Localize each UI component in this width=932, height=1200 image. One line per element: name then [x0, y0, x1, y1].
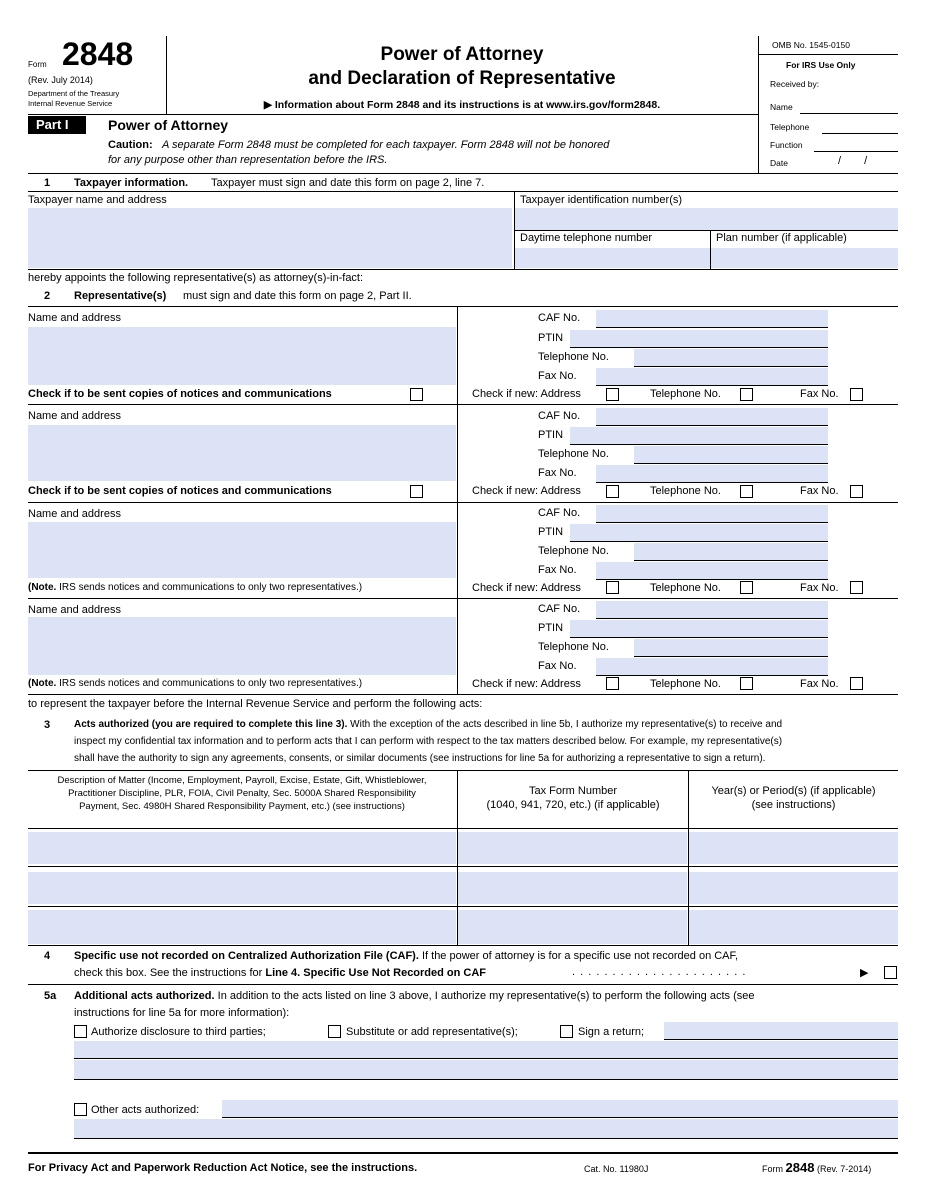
- rep-phone-field[interactable]: [634, 639, 828, 657]
- rep-caf-label: CAF No.: [538, 507, 581, 519]
- rep-fax-field[interactable]: [596, 562, 828, 580]
- rep-caf-label: CAF No.: [538, 603, 581, 615]
- col-taxform-line-2: (1040, 941, 720, etc.) (if applicable): [486, 799, 660, 811]
- rep-ptin-field[interactable]: [570, 427, 828, 445]
- substitute-representative-label: Substitute or add representative(s);: [346, 1026, 518, 1038]
- footer-form-number: 2848: [785, 1160, 815, 1175]
- rep-ptin-label: PTIN: [538, 622, 564, 634]
- rep-new-address-checkbox[interactable]: [606, 677, 619, 690]
- rep-new-phone-checkbox[interactable]: [740, 581, 753, 594]
- col-description-line-2: Practitioner Discipline, PLR, FOIA, Civil Penalty, Sec. 5000A Shared Responsibility: [68, 788, 416, 799]
- footer-revision: (Rev. 7-2014): [816, 1164, 872, 1174]
- irs-date-label: Date: [770, 158, 788, 168]
- rep-new-fax-checkbox[interactable]: [850, 581, 863, 594]
- disclosure-third-parties-label: Authorize disclosure to third parties;: [91, 1026, 266, 1038]
- daytime-phone-label: Daytime telephone number: [520, 232, 653, 244]
- line4-heading: Specific use not recorded on Centralized Authorization File (CAF).: [74, 950, 419, 962]
- period-row-1[interactable]: [689, 832, 898, 864]
- other-acts-field[interactable]: [222, 1100, 898, 1118]
- department: Department of the Treasury: [28, 89, 120, 98]
- rep-name-address-field[interactable]: [28, 522, 456, 578]
- rep-check-new-phone: Telephone No.: [650, 388, 721, 400]
- caution-text-2: for any purpose other than representation before the IRS.: [108, 154, 388, 166]
- privacy-notice: For Privacy Act and Paperwork Reduction Act Notice, see the instructions.: [28, 1162, 418, 1174]
- other-acts-line-2[interactable]: [74, 1119, 898, 1139]
- rep-check-new-fax: Fax No.: [800, 582, 839, 594]
- caution-text: A separate Form 2848 must be completed for each taxpayer. Form 2848 will not be honored: [162, 139, 610, 151]
- form-title-line1: Power of Attorney: [380, 44, 544, 65]
- plan-number-label: Plan number (if applicable): [716, 232, 847, 244]
- rep-copies-checkbox[interactable]: [410, 388, 423, 401]
- irs-function-label: Function: [770, 140, 803, 150]
- form-number: 2848: [62, 36, 134, 72]
- disclosure-third-parties-checkbox[interactable]: [74, 1025, 87, 1038]
- col-description-line-3: Payment, Sec. 4980H Shared Responsibility Payment, etc.) (see instructions): [79, 801, 405, 812]
- catalog-number: Cat. No. 11980J: [584, 1164, 649, 1174]
- rep-ptin-label: PTIN: [538, 429, 564, 441]
- rep-name-label: Name and address: [28, 508, 121, 520]
- part-badge: Part I: [28, 116, 86, 134]
- rep-fax-field[interactable]: [596, 368, 828, 386]
- rep-new-phone-checkbox[interactable]: [740, 677, 753, 690]
- irs-date-slashes: / /: [838, 155, 868, 167]
- col-period-header: [689, 784, 898, 812]
- substitute-representative-checkbox[interactable]: [328, 1025, 341, 1038]
- rep-check-new-fax: Fax No.: [800, 388, 839, 400]
- rep-new-fax-checkbox[interactable]: [850, 388, 863, 401]
- rep-check-new-phone: Telephone No.: [650, 582, 721, 594]
- daytime-phone-field[interactable]: [515, 248, 710, 268]
- represent-text: to represent the taxpayer before the Internal Revenue Service and perform the following acts:: [28, 698, 483, 710]
- rep-fax-field[interactable]: [596, 465, 828, 483]
- line4-instr-bold: Line 4. Specific Use Not Recorded on CAF: [265, 967, 487, 979]
- footer-form-word: Form: [762, 1164, 783, 1174]
- omb-number: OMB No. 1545-0150: [772, 40, 850, 50]
- other-acts-label: Other acts authorized:: [91, 1104, 200, 1116]
- col-period-line-2: (see instructions): [751, 799, 836, 811]
- taxpayer-name-address-label: Taxpayer name and address: [28, 194, 167, 206]
- rep-fax-label: Fax No.: [538, 564, 577, 576]
- line4-instr: check this box. See the instructions for: [74, 967, 266, 979]
- rep-copies-label: Check if to be sent copies of notices and communications: [28, 485, 332, 497]
- caution-label: Caution:: [108, 139, 153, 151]
- line2-text: must sign and date this form on page 2, Part II.: [183, 290, 412, 302]
- period-row-2[interactable]: [689, 872, 898, 904]
- taxpayer-name-address-field[interactable]: [28, 208, 512, 268]
- line3-text-2: inspect my confidential tax information and to perform acts that I can perform with respect to the tax matters described below. For example, my representative(s): [74, 736, 783, 747]
- rep-note-label: (Note.: [28, 678, 57, 689]
- line5a-number: 5a: [44, 990, 57, 1002]
- tax-form-row-2[interactable]: [458, 872, 687, 904]
- rep-phone-label: Telephone No.: [538, 545, 609, 557]
- footer-form-id: [762, 1160, 871, 1175]
- col-description-line-1: Description of Matter (Income, Employment, Payroll, Excise, Estate, Gift, Whistleblower,: [57, 775, 427, 786]
- part-title: Power of Attorney: [108, 117, 229, 133]
- rep-phone-field[interactable]: [634, 349, 828, 367]
- rep-check-new-address: Check if new: Address: [472, 582, 581, 594]
- rep-phone-label: Telephone No.: [538, 351, 609, 363]
- line3-heading: Acts authorized (you are required to complete this line 3).: [74, 719, 348, 730]
- rep-check-new-address: Check if new: Address: [472, 678, 581, 690]
- tax-form-row-1[interactable]: [458, 832, 687, 864]
- rep-name-label: Name and address: [28, 604, 121, 616]
- rep-new-address-checkbox[interactable]: [606, 485, 619, 498]
- rep-note: [28, 678, 362, 689]
- rep-check-new-address: Check if new: Address: [472, 388, 581, 400]
- taxpayer-tin-field[interactable]: [515, 208, 898, 230]
- line5a-text-2: instructions for line 5a for more information):: [74, 1007, 290, 1019]
- appoints-text: hereby appoints the following representative(s) as attorney(s)-in-fact:: [28, 272, 364, 284]
- rep-check-new-address: Check if new: Address: [472, 485, 581, 497]
- rep-name-label: Name and address: [28, 312, 121, 324]
- other-acts-checkbox[interactable]: [74, 1103, 87, 1116]
- rep-fax-field[interactable]: [596, 658, 828, 676]
- plan-number-field[interactable]: [711, 248, 898, 268]
- col-taxform-header: [458, 784, 688, 812]
- rep-phone-field[interactable]: [634, 446, 828, 464]
- col-period-line-1: Year(s) or Period(s) (if applicable): [711, 785, 876, 797]
- rep-note: [28, 582, 362, 593]
- rep-name-address-field[interactable]: [28, 425, 456, 481]
- sign-return-label: Sign a return;: [578, 1026, 645, 1038]
- rep-caf-field[interactable]: [596, 505, 828, 523]
- line4-leader-dots: . . . . . . . . . . . . . . . . . . . . . .: [572, 966, 747, 978]
- rep-name-address-field[interactable]: [28, 617, 456, 675]
- rep-note-label: (Note.: [28, 582, 57, 593]
- rep-fax-label: Fax No.: [538, 370, 577, 382]
- form-label: Form: [28, 60, 47, 69]
- line1-heading: Taxpayer information.: [74, 177, 189, 189]
- rep-note-text: IRS sends notices and communications to only two representatives.): [59, 582, 363, 593]
- col-taxform-line-1: Tax Form Number: [528, 785, 618, 797]
- rep-caf-label: CAF No.: [538, 312, 581, 324]
- line3-intro: With the exception of the acts described in line 5b, I authorize my representative(s) to receive and: [350, 719, 783, 730]
- form-revision: (Rev. July 2014): [28, 75, 93, 85]
- rep-ptin-field[interactable]: [570, 524, 828, 542]
- form-title-line2: and Declaration of Representative: [308, 68, 616, 89]
- rep-check-new-fax: Fax No.: [800, 485, 839, 497]
- rep-name-label: Name and address: [28, 410, 121, 422]
- line4-intro: If the power of attorney is for a specific use not recorded on CAF,: [421, 950, 739, 962]
- rep-caf-field[interactable]: [596, 408, 828, 426]
- irs-use-only: For IRS Use Only: [786, 60, 856, 70]
- line3-text-3: shall have the authority to sign any agreements, consents, or similar documents (see instructions for line 5a for authorizing a representative to sign a return).: [74, 753, 766, 764]
- rep-fax-label: Fax No.: [538, 660, 577, 672]
- irs-name-label: Name: [770, 102, 793, 112]
- rep-phone-field[interactable]: [634, 543, 828, 561]
- line4-arrow: ▶: [860, 967, 869, 979]
- agency: Internal Revenue Service: [28, 99, 113, 108]
- additional-acts-line-2[interactable]: [74, 1060, 898, 1080]
- rep-new-phone-checkbox[interactable]: [740, 388, 753, 401]
- sign-return-checkbox[interactable]: [560, 1025, 573, 1038]
- tax-form-row-3[interactable]: [458, 910, 687, 944]
- line5a-intro: In addition to the acts listed on line 3 above, I authorize my representative(s) to perform the following acts (see: [217, 990, 755, 1002]
- rep-copies-label: Check if to be sent copies of notices and communications: [28, 388, 332, 400]
- info-link[interactable]: ▶ Information about Form 2848 and its instructions is at www.irs.gov/form2848.: [263, 99, 661, 111]
- rep-new-address-checkbox[interactable]: [606, 581, 619, 594]
- additional-acts-line-1[interactable]: [74, 1041, 898, 1059]
- rep-ptin-label: PTIN: [538, 332, 564, 344]
- line4-text-2: [74, 967, 486, 979]
- irs-telephone-label: Telephone: [770, 122, 810, 132]
- taxpayer-tin-label: Taxpayer identification number(s): [520, 194, 683, 206]
- rep-caf-field[interactable]: [596, 601, 828, 619]
- rep-check-new-phone: Telephone No.: [650, 485, 721, 497]
- rep-phone-label: Telephone No.: [538, 448, 609, 460]
- matter-description-row-1[interactable]: [28, 832, 456, 864]
- line3-number: 3: [44, 719, 51, 731]
- rep-check-new-fax: Fax No.: [800, 678, 839, 690]
- rep-new-phone-checkbox[interactable]: [740, 485, 753, 498]
- rep-name-address-field[interactable]: [28, 327, 456, 385]
- rep-fax-label: Fax No.: [538, 467, 577, 479]
- rep-caf-field[interactable]: [596, 310, 828, 328]
- rep-check-new-phone: Telephone No.: [650, 678, 721, 690]
- rep-ptin-field[interactable]: [570, 330, 828, 348]
- rep-new-fax-checkbox[interactable]: [850, 485, 863, 498]
- line5a-heading: Additional acts authorized.: [74, 990, 215, 1002]
- rep-phone-label: Telephone No.: [538, 641, 609, 653]
- rep-note-text: IRS sends notices and communications to only two representatives.): [59, 678, 363, 689]
- matter-description-row-2[interactable]: [28, 872, 456, 904]
- line1-number: 1: [44, 177, 51, 189]
- col-description-header: [28, 774, 456, 813]
- period-row-3[interactable]: [689, 910, 898, 944]
- specific-use-checkbox[interactable]: [884, 966, 897, 979]
- line3-text-1: [74, 719, 782, 730]
- line5a-text-1: [74, 990, 754, 1002]
- received-by-label: Received by:: [770, 79, 820, 89]
- rep-ptin-field[interactable]: [570, 620, 828, 638]
- line4-number: 4: [44, 950, 51, 962]
- rep-new-fax-checkbox[interactable]: [850, 677, 863, 690]
- line4-text-1: [74, 950, 738, 962]
- line2-heading: Representative(s): [74, 290, 167, 302]
- rep-copies-checkbox[interactable]: [410, 485, 423, 498]
- line2-number: 2: [44, 290, 51, 302]
- matter-description-row-3[interactable]: [28, 910, 456, 944]
- rep-ptin-label: PTIN: [538, 526, 564, 538]
- rep-caf-label: CAF No.: [538, 410, 581, 422]
- line1-text: Taxpayer must sign and date this form on page 2, line 7.: [211, 177, 485, 189]
- rep-new-address-checkbox[interactable]: [606, 388, 619, 401]
- sign-return-field[interactable]: [664, 1022, 898, 1040]
